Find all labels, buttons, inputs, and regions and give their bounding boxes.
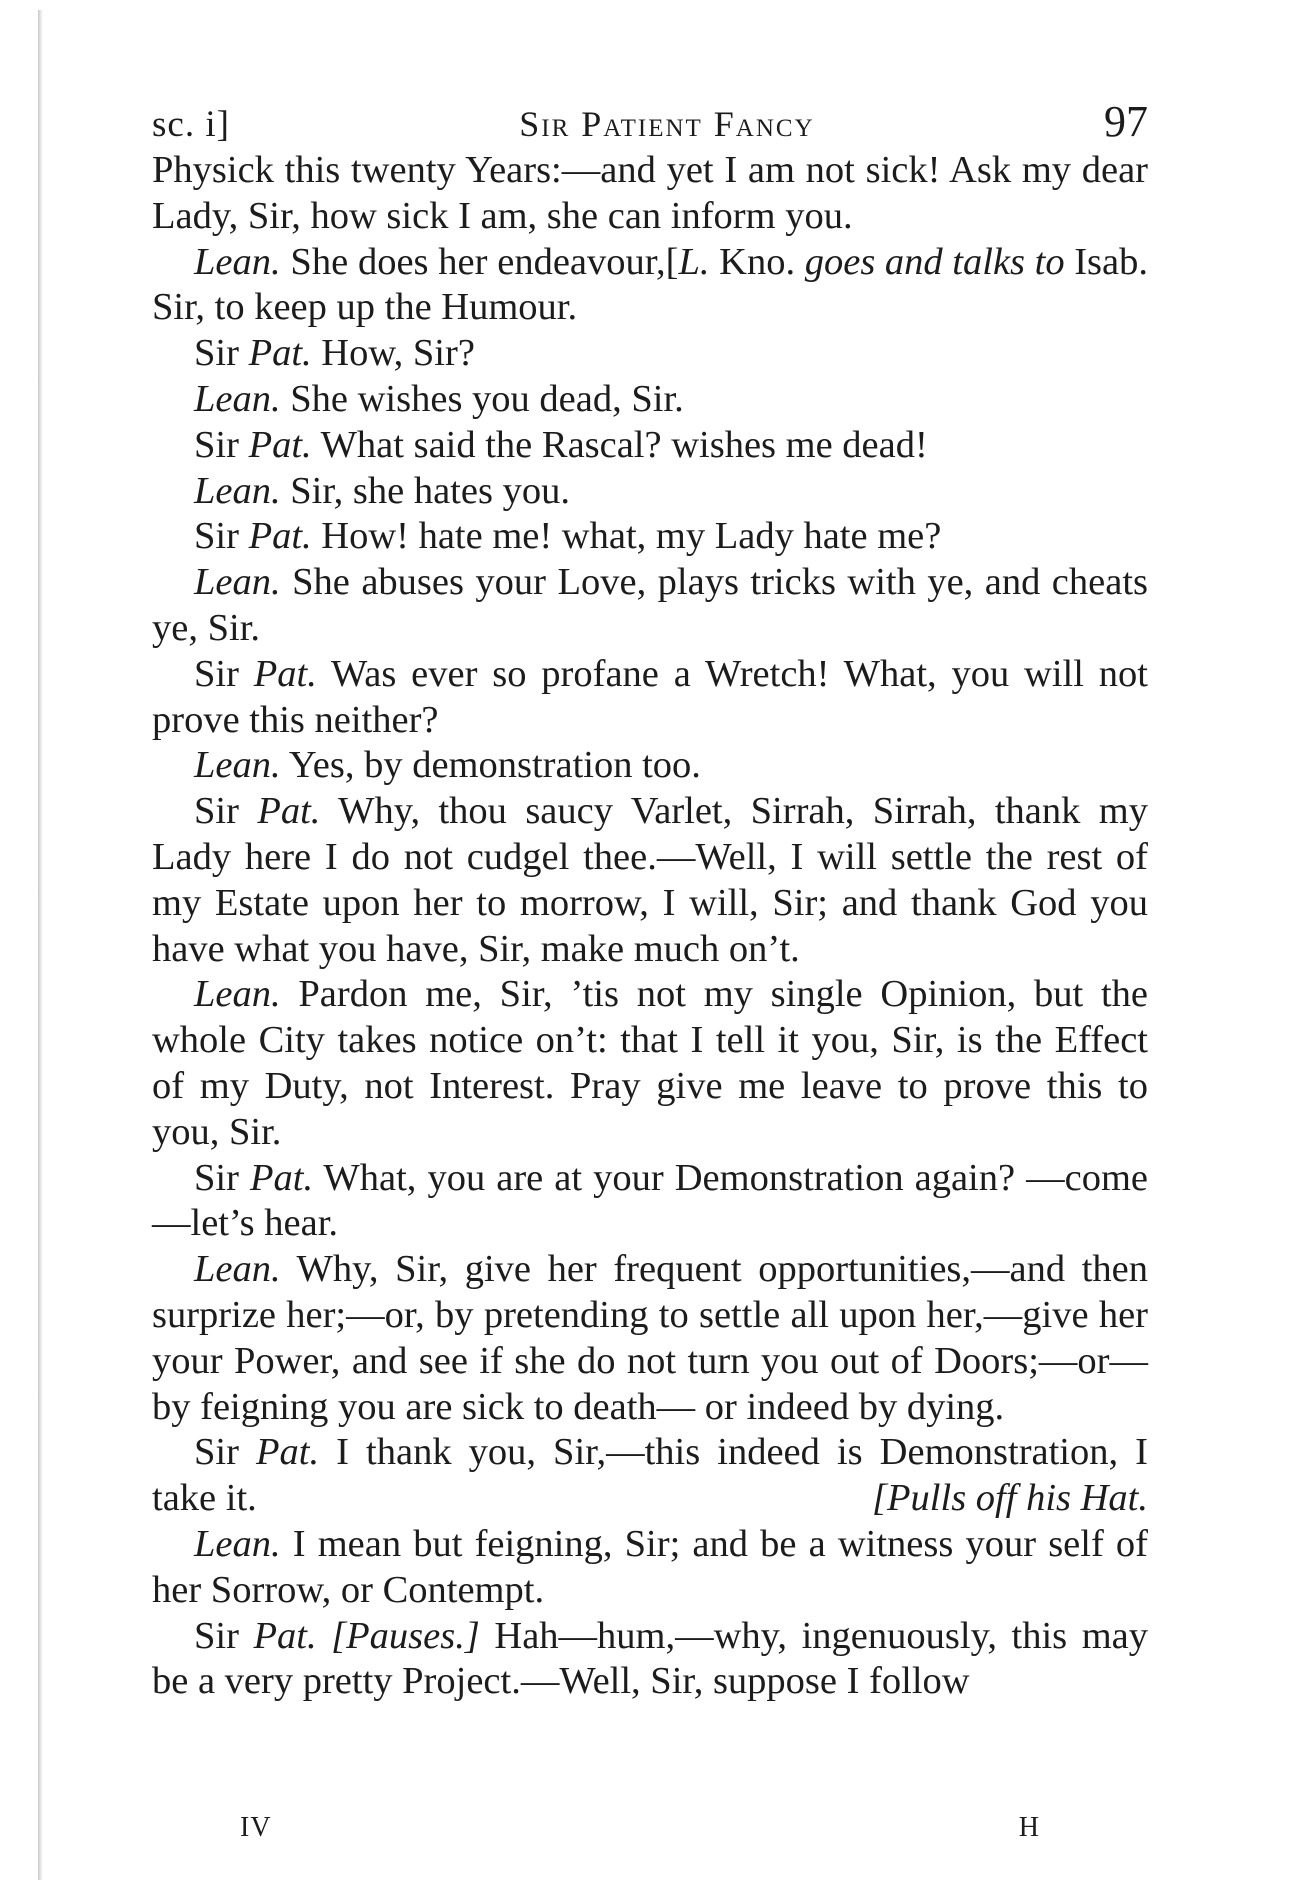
speaker: Pat. (248, 332, 312, 375)
speaker-title: Sir (194, 1431, 256, 1474)
speech-9 (152, 652, 1148, 744)
speaker: Lean. (194, 561, 281, 604)
speaker-title: Sir (194, 332, 249, 375)
stage-direction: [Pulls off his Hat. (872, 1477, 1148, 1520)
speech-text: Why, thou saucy Varlet, Sirrah, Sirrah, thank my Lady here I do not cudgel thee.—Well, I will settle the rest of my Estate upon her to morrow, I will, Sir; and thank God you have what you have, Sir, make much on’t. (152, 790, 1148, 970)
speaker: Pat. (256, 1431, 320, 1474)
speaker-title: Sir (194, 423, 249, 466)
speech-text: Why, Sir, give her frequent opportunities,—and then surprize her;—or, by pretending to settle all upon her,—give her your Power, and see if she do not turn you out of Doors;—or—by feigning you are sick to death— or indeed by dying. (152, 1248, 1148, 1428)
page-footer (240, 1812, 1040, 1844)
speaker: L. (678, 240, 710, 283)
signature-mark: IV (240, 1812, 272, 1843)
speech-6 (152, 469, 1148, 515)
speaker: Pat. (253, 652, 317, 695)
speech-text: What said the Rascal? wishes me dead! (311, 423, 928, 466)
direction-text: goes and talks to (804, 240, 1065, 283)
speaker: Pat. (248, 423, 312, 466)
speech-text: Pardon me, Sir, ’tis not my single Opinion, but the whole City takes notice on’t: that I tell it you, Sir, is the Effect of my Duty, not Interest. Pray give me leave to prove this to you, Sir. (152, 973, 1148, 1153)
speech-text: Was ever so profane a Wretch! What, you will not prove this neither? (152, 652, 1148, 741)
speaker: Pat. (249, 1156, 314, 1199)
speech-text: She does her endeavour, Sir, to keep up the Humour. (152, 240, 666, 329)
stage-direction: [Pauses.] (316, 1614, 480, 1657)
speaker-title: Sir (194, 1156, 250, 1199)
speech-4 (152, 377, 1148, 423)
speech-10 (152, 743, 1148, 789)
stage-direction (666, 240, 1148, 286)
speech-text: She abuses your Love, plays tricks with ye, and cheats ye, Sir. (152, 561, 1148, 649)
speaker: Lean. (194, 240, 281, 283)
page-number: 97 (1103, 97, 1148, 146)
speech-text: How, Sir? (311, 332, 475, 375)
speech-15 (152, 1430, 1148, 1522)
speech-11 (152, 789, 1148, 972)
speaker: Lean. (194, 377, 281, 420)
speaker: Lean. (194, 973, 281, 1016)
speech-12 (152, 972, 1148, 1155)
speaker-name: Isab. (1064, 240, 1148, 283)
speech-text: Yes, by demonstration too. (280, 744, 701, 787)
speaker-title: Sir (194, 790, 258, 833)
binding-edge (38, 10, 43, 1880)
speaker: Lean. (194, 1248, 281, 1291)
book-page (152, 96, 1148, 1705)
speech-16 (152, 1522, 1148, 1614)
running-header (152, 96, 1148, 148)
body-text (152, 148, 1148, 1705)
speech-13 (152, 1156, 1148, 1248)
speech-text: I mean but feigning, Sir; and be a witness your self of her Sorrow, or Contempt. (152, 1522, 1148, 1611)
speaker: Lean. (194, 1522, 281, 1565)
speaker-name: Kno. (709, 240, 805, 283)
speech-3 (152, 331, 1148, 377)
speaker-title: Sir (194, 1614, 254, 1657)
speaker: Pat. (248, 515, 312, 558)
speech-text: I thank you, Sir,—this indeed is Demonstration, I take it. (152, 1431, 1149, 1520)
speech-5 (152, 423, 1148, 469)
scene-label: sc. i] (152, 104, 230, 145)
speech-14 (152, 1247, 1148, 1430)
speech-text: Hah—hum,—why, ingenuously, this may be a very pretty Project.—Well, Sir, suppose I follow (152, 1614, 1148, 1703)
speech-text: How! hate me! what, my Lady hate me? (311, 515, 942, 558)
speech-text: She wishes you dead, Sir. (280, 377, 684, 420)
speaker: Lean. (194, 469, 281, 512)
speech-text: Physick this twenty Years:—and yet I am not sick! Ask my dear Lady, Sir, how sick I am, she can inform you. (152, 149, 1148, 237)
speaker: Pat. (253, 1614, 317, 1657)
speech-8 (152, 560, 1148, 652)
bracket: [ (665, 240, 679, 283)
speech-17 (152, 1614, 1148, 1706)
speech-text: Sir, she hates you. (280, 469, 570, 512)
gathering-mark: H (1018, 1812, 1040, 1843)
speaker-title: Sir (194, 515, 249, 558)
running-title: Sir Patient Fancy (519, 104, 815, 144)
speaker: Lean. (194, 744, 281, 787)
speech-text: What, you are at your Demonstration again? —come—let’s hear. (152, 1156, 1148, 1245)
speaker: Pat. (257, 790, 321, 833)
speaker-title: Sir (194, 652, 254, 695)
speech-7 (152, 514, 1148, 560)
